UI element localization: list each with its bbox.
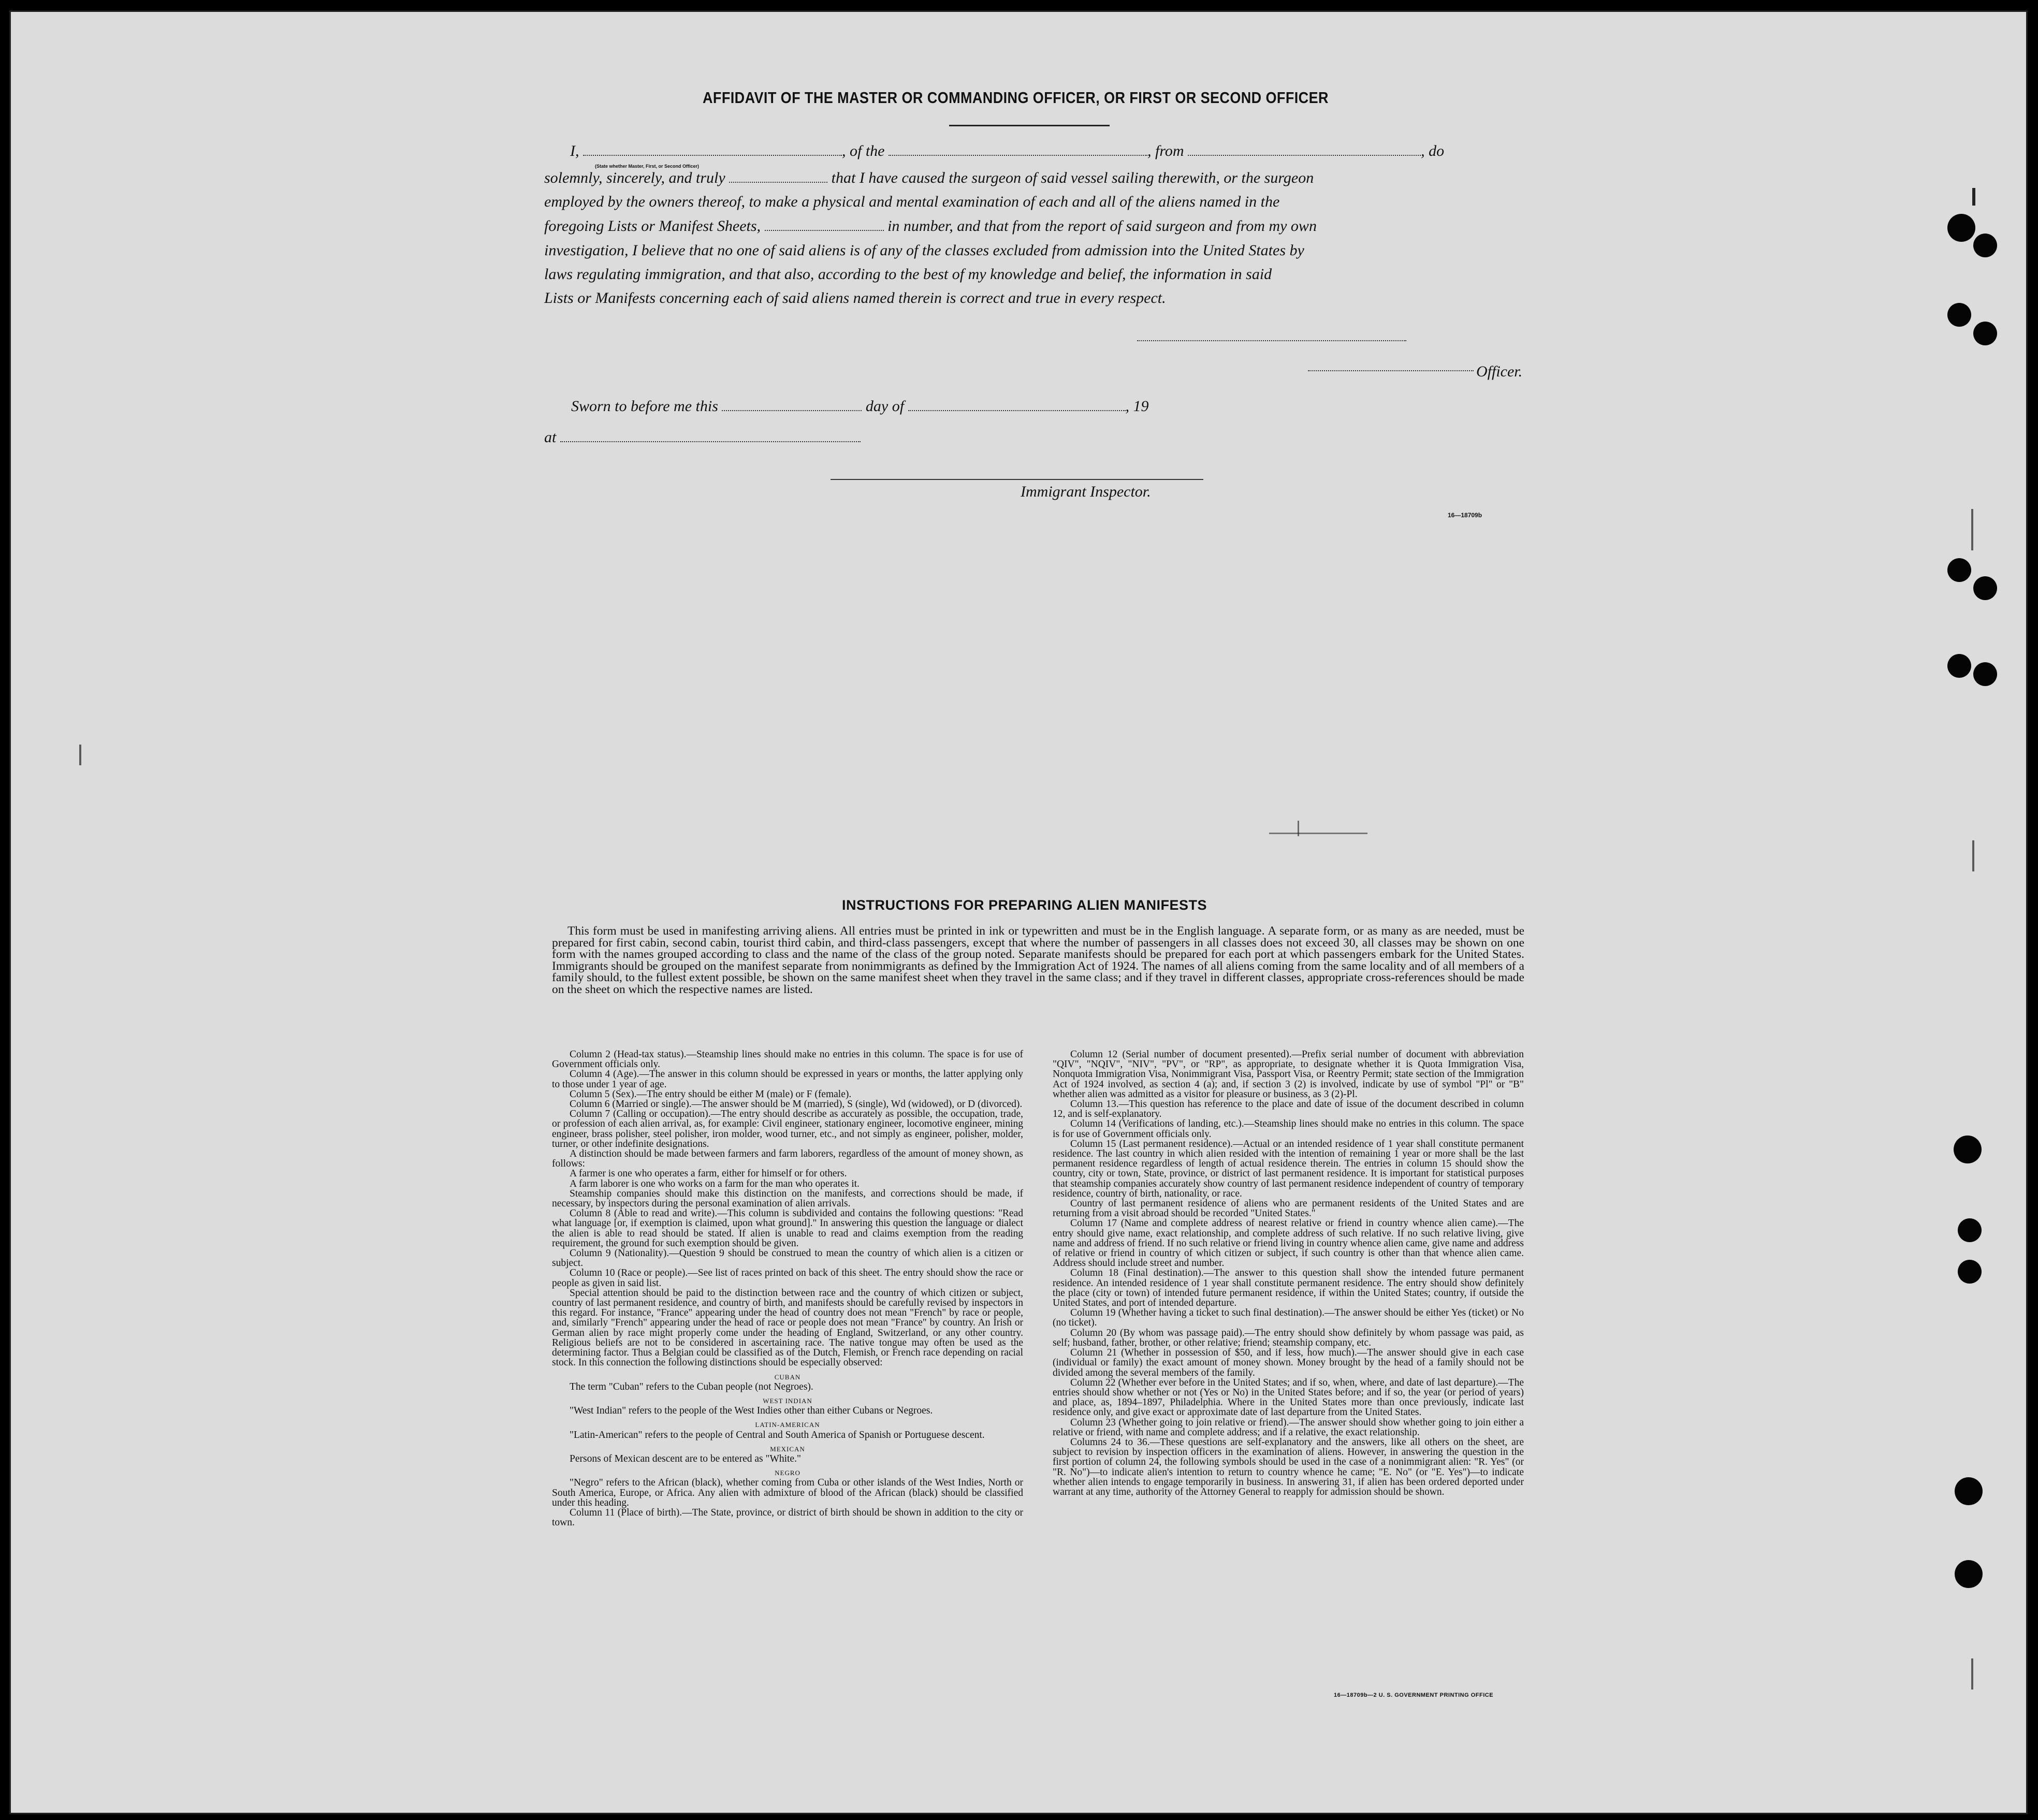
- column-6-note: Column 6 (Married or single).—The answer should be M (married), S (single), Wd (widowed), or D (divorced).: [570, 1099, 1023, 1110]
- farm-laborer-definition: A farm laborer is one who works on a farm for the man who operates it.: [570, 1178, 860, 1189]
- vessel-name-blank[interactable]: [889, 142, 1147, 156]
- affidavit-form-code: 16—18709b: [1448, 512, 1482, 519]
- punch-hole: [1947, 558, 1971, 582]
- heading-cuban: CUBAN: [774, 1373, 801, 1381]
- scan-border: [2031, 0, 2038, 1820]
- affidavit-line-2: solemnly, sincerely, and truly that I have caused the surgeon of said vessel sailing therewith, or the surgeon: [544, 169, 1314, 186]
- race-distinction-note: Special attention should be paid to the distinction between race and the country of which citizen or subject, country of last permanent residence, and country of birth, and manifests should be carefully revised by inspectors in this regard. For instance, "France" appearing under the head of country does not mean "French" by race or people, and, similarly "French" appearing under the head of race or people does not mean "France" by country. An Irish or German alien by race might properly come under the heading of England, Switzerland, or any other country. Religious beliefs are not to be considered in ascertaining race. The native tongue may often be used as the determining factor. Thus a Belgian could be classified as of the Dutch, Flemish, or French race depending on racial stock. In this connection the following distinctions should be especially observed:: [552, 1287, 1023, 1368]
- punch-hole: [1947, 654, 1971, 678]
- farmer-distinction: A distinction should be made between farmers and farm laborers, regardless of the amount of money shown, as follows:: [552, 1148, 1023, 1170]
- column-12-note: Column 12 (Serial number of document presented).—Prefix serial number of document with abbreviation "QIV", "NQIV", "NIV", "PV", or "RP", as appropriate, to designate whether it is Quota Immigration Visa, Nonquota Immigration Visa, Nonimmigrant Visa, Passport Visa, or Reentry Permit; state section of the Immigration Act of 1924 involved, as section 4 (a); and, if section 3 (2) is involved, indicate by use of symbol "Pl" or "B" whether alien was admitted as a visitor for pleasure or business, as 3 (2)-Pl.: [1053, 1049, 1524, 1100]
- west-indian-note: "West Indian" refers to the people of the West Indies other than either Cubans or Negroes.: [570, 1405, 933, 1417]
- stray-mark: [1298, 821, 1299, 836]
- officer-title-line[interactable]: [1308, 369, 1474, 371]
- heading-mexican: MEXICAN: [770, 1445, 805, 1453]
- sworn-place-blank[interactable]: [560, 429, 861, 442]
- punch-hole: [1973, 662, 1997, 686]
- column-5-note: Column 5 (Sex).—The entry should be either M (male) or F (female).: [570, 1088, 852, 1100]
- residence-note: Country of last permanent residence of aliens who are permanent residents of the United States and are returning from a visit abroad should be recorded "United States.": [1053, 1198, 1524, 1219]
- column-18-note: Column 18 (Final destination).—The answer to this question shall show the intended future permanent residence. An intended residence of 1 year shall constitute permanent residence. The entry should show definitely the place (city or town) of intended future permanent residence, if within the United States; country, if outside the United States, and port of intended departure.: [1053, 1268, 1524, 1309]
- column-10-note: Column 10 (Race or people).—See list of races printed on back of this sheet. The entry should show the race or people as given in said list.: [552, 1268, 1023, 1289]
- affidavit-line-1: I, , of the , from , do: [570, 142, 1445, 159]
- punch-hole: [1947, 214, 1975, 242]
- affidavit-title: AFFIDAVIT OF THE MASTER OR COMMANDING OFFICER, OR FIRST OR SECOND OFFICER: [703, 89, 1329, 107]
- stray-mark: [1269, 833, 1367, 834]
- instructions-left-column: [552, 1050, 1023, 1527]
- punch-hole: [1947, 303, 1971, 327]
- steamship-distinction: Steamship companies should make this distinction on the manifests, and corrections should be made, if necessary, by inspectors during the personal examination of alien arrivals.: [552, 1188, 1023, 1210]
- punch-hole: [1955, 1560, 1983, 1588]
- stray-mark: [79, 745, 81, 765]
- sheets-count-blank[interactable]: [765, 217, 884, 231]
- column-17-note: Column 17 (Name and complete address of nearest relative or friend in country whence alien came).—The entry should give name, exact relationship, and complete address of such relative. If no such relative living, give name and address of friend. If no such relative or friend living in country whence alien came, give name and address of relative or friend in country of which citizen or subject, if such country is other than that whence alien came. Address should include street and number.: [1053, 1218, 1524, 1269]
- punch-hole: [1955, 1477, 1983, 1505]
- column-9-note: Column 9 (Nationality).—Question 9 should be construed to mean the country of which alien is a citizen or subject.: [552, 1248, 1023, 1269]
- column-15-note: Column 15 (Last permanent residence).—Actual or an intended residence of 1 year shall constitute permanent residence. The last country in which alien resided with the intention of remaining 1 year or more shall be the last permanent residence regardless of length of actual residence therein. The entries in column 15 should show the country, city or town, State, province, or district of last permanent residence. It is important for statistical purposes that steamship companies accurately show country of last permanent residence independent of country of temporary residence, country of birth, nationality, or race.: [1053, 1138, 1524, 1199]
- column-20-note: Column 20 (By whom was passage paid).—The entry should show definitely by whom passage was paid, as self; husband, father, brother, or other relative; friend; steamship company, etc.: [1053, 1327, 1524, 1348]
- heading-latin-american: LATIN-AMERICAN: [755, 1421, 820, 1429]
- title-underline: [949, 125, 1110, 126]
- instructions-right-column: [1053, 1050, 1524, 1497]
- punch-hole: [1973, 234, 1997, 257]
- column-22-note: Column 22 (Whether ever before in the United States; and if so, when, where, and date of last departure).—The entries should show whether or not (Yes or No) in the United States before; and if so, the year (or period of years) and place, as, 1894–1897, Philadelphia. Where in the United States more than once previously, indicate last residence only, and give exact or approximate date of last departure from the United States.: [1053, 1377, 1524, 1418]
- sworn-month-blank[interactable]: [908, 398, 1126, 411]
- column-2-note: Column 2 (Head-tax status).—Steamship lines should make no entries in this column. The space is for use of Government officials only.: [552, 1049, 1023, 1070]
- officer-label: Officer.: [1476, 363, 1523, 380]
- column-4-note: Column 4 (Age).—The answer in this column should be expressed in years or months, the latter applying only to those under 1 year of age.: [552, 1069, 1023, 1090]
- document-page: [9, 10, 2028, 1814]
- officer-signature-line[interactable]: [1137, 339, 1406, 341]
- column-11-note: Column 11 (Place of birth).—The State, province, or district of birth should be shown in addition to the city or town.: [552, 1507, 1023, 1528]
- affidavit-line-7: Lists or Manifests concerning each of said aliens named therein is correct and true in every respect.: [544, 289, 1166, 307]
- column-21-note: Column 21 (Whether in possession of $50, and if less, how much).—The answer should give in each case (individual or family) the exact amount of money shown. Money brought by the head of a family should not be divided among the several members of the family.: [1053, 1347, 1524, 1378]
- departure-port-blank[interactable]: [1188, 142, 1421, 156]
- edge-mark: [1971, 1658, 1973, 1690]
- affidavit-line-4: foregoing Lists or Manifest Sheets, in number, and that from the report of said surgeon and from my own: [544, 217, 1317, 235]
- affidavit-line-3: employed by the owners thereof, to make a physical and mental examination of each and all of the aliens named in the: [544, 193, 1280, 210]
- edge-mark: [1972, 840, 1974, 871]
- instructions-intro: This form must be used in manifesting arriving aliens. All entries must be printed in ink or typewritten and must be in the English language. A separate form, or as many as are needed, must be prepared for first cabin, second cabin, tourist third cabin, and third-class passengers, except that where the number of passengers in all classes does not exceed 30, all classes may be shown on one form with the names grouped according to class and the name of the class of the group noted. Separate manifests should be prepared for each port at which passengers embark for the United States. Immigrants should be grouped on the manifest separate from nonimmigrants as defined by the Immigration Act of 1924. The names of all aliens coming from the same locality and of all members of a family should, to the fullest extent possible, be shown on the same manifest sheet when they travel in the same class; and if they travel in different classes, appropriate cross-references should be made on the sheet on which the respective names are listed.: [552, 924, 1524, 996]
- edge-mark: [1971, 509, 1973, 550]
- negro-note: "Negro" refers to the African (black), whether coming from Cuba or other islands of the West Indies, North or South America, Europe, or Africa. Any alien with admixture of blood of the African (black) should be classified under this heading.: [552, 1477, 1023, 1508]
- officer-rank-blank[interactable]: [583, 142, 842, 156]
- column-13-note: Column 13.—This question has reference to the place and date of issue of the document described in column 12, and is self-explanatory.: [1053, 1099, 1524, 1120]
- columns-24-36-note: Columns 24 to 36.—These questions are self-explanatory and the answers, like all others on the sheet, are subject to revision by inspection officers in the examination of aliens. However, in answering the question in the first portion of column 24, the following symbols should be used in the case of a nonimmigrant alien: "R. Yes" (or "R. No")—to indicate alien's intention to return to country whence he came; "E. No" (or "E. Yes")—to indicate whether alien intends to engage temporarily in business. In answering 31, if alien has been ordered deported under warrant at any time, authority of the Attorney General to reapply for admission should be shown.: [1053, 1436, 1524, 1497]
- sworn-day-blank[interactable]: [722, 398, 862, 411]
- heading-west-indian: WEST INDIAN: [763, 1396, 812, 1405]
- column-14-note: Column 14 (Verifications of landing, etc.).—Steamship lines should make no entries in this column. The space is for use of Government officials only.: [1053, 1118, 1524, 1140]
- punch-hole: [1958, 1260, 1982, 1284]
- column-7-note: Column 7 (Calling or occupation).—The entry should describe as accurately as possible, the occupation, trade, or profession of each alien arrival, as, for example: Civil engineer, stationary engineer, locomotive engineer, mining engineer, brass polisher, steel polisher, iron molder, wood turner, etc., and not simply as engineer, polisher, molder, turner, or other indefinite designations.: [552, 1109, 1023, 1149]
- inspector-label: Immigrant Inspector.: [1021, 483, 1151, 500]
- farmer-definition: A farmer is one who operates a farm, either for himself or for others.: [570, 1168, 847, 1180]
- column-19-note: Column 19 (Whether having a ticket to such final destination).—The answer should be either Yes (ticket) or No (no ticket).: [1053, 1307, 1524, 1329]
- oath-word-blank[interactable]: [729, 169, 827, 183]
- affidavit-line-5: investigation, I believe that no one of said aliens is of any of the classes excluded from admission into the United States by: [544, 242, 1304, 259]
- punch-hole: [1973, 322, 1997, 345]
- at-line: at: [544, 429, 861, 446]
- rank-hint: (State whether Master, First, or Second Officer): [595, 164, 700, 169]
- column-8-note: Column 8 (Able to read and write).—This column is subdivided and contains the following questions: "Read what language [or, if exemption is claimed, upon what ground]." In answering this question the language or dialect the alien is able to read should be stated. If alien is unable to read and claims exemption from the reading requirement, the ground for such exemption should be given.: [552, 1208, 1023, 1249]
- punch-hole: [1973, 576, 1997, 600]
- cuban-note: The term "Cuban" refers to the Cuban people (not Negroes).: [570, 1381, 813, 1392]
- sworn-line: Sworn to before me this day of , 19: [571, 398, 1149, 415]
- instructions-title: INSTRUCTIONS FOR PREPARING ALIEN MANIFESTS: [842, 897, 1207, 913]
- edge-mark: [1972, 188, 1975, 206]
- latin-american-note: "Latin-American" refers to the people of Central and South America of Spanish or Portuguese descent.: [570, 1429, 985, 1440]
- punch-hole: [1954, 1135, 1982, 1163]
- heading-negro: NEGRO: [775, 1469, 800, 1477]
- affidavit-line-6: laws regulating immigration, and that also, according to the best of my knowledge and belief, the information in said: [544, 266, 1272, 283]
- punch-hole: [1958, 1218, 1982, 1242]
- column-23-note: Column 23 (Whether going to join relative or friend).—The answer should show whether going to join either a relative or friend, with name and complete address; and if a relative, the exact relationship.: [1053, 1417, 1524, 1438]
- printing-office-code: 16—18709b—2 U. S. GOVERNMENT PRINTING OFFICE: [1334, 1692, 1494, 1698]
- inspector-signature-line[interactable]: [831, 479, 1203, 480]
- mexican-note: Persons of Mexican descent are to be entered as "White.": [570, 1453, 801, 1464]
